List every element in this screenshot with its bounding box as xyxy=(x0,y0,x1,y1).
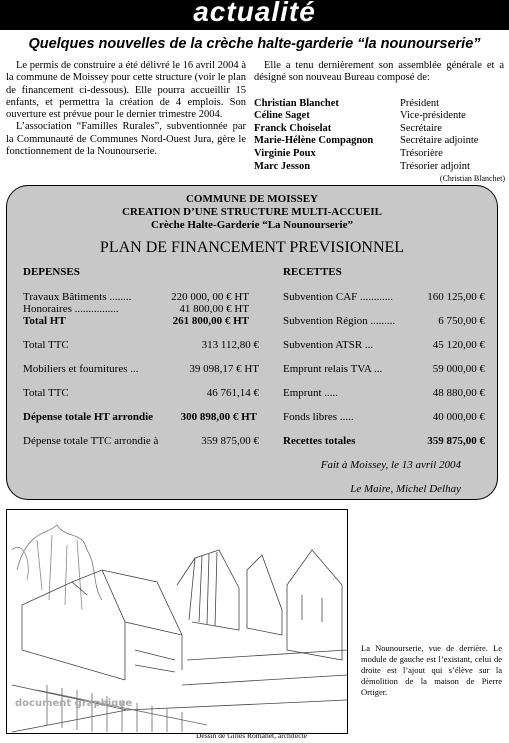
article-paragraph: L’association “Familles Rurales”, subventionnée par la Communauté de Communes Nord-Ouest Jura, gère le fonctionnement de la Nounourserie. xyxy=(6,121,246,158)
depense-value: 39 098,17 € HT xyxy=(189,363,259,375)
signature-date: Fait à Moissey, le 13 avril 2004 xyxy=(320,459,461,471)
section-banner xyxy=(0,0,509,30)
drawing-credit: Dessin de Gilles Romanet, architecte xyxy=(196,731,308,740)
article-paragraph: Le permis de construire a été délivré le 16 avril 2004 à la commune de Moissey pour cette structure (voir le plan de financement ci-dessous). Elle pourra accueillir 15 enfants, et permettra la création de 4 emplois. Son ouverture est prévue pour le dernier trimestre 2004. xyxy=(6,60,246,121)
board-member xyxy=(254,123,504,136)
financing-plan-panel xyxy=(6,185,498,500)
depense-label: Travaux Bâtiments ........ xyxy=(23,291,132,303)
board-member-role: Secrétaire adjointe xyxy=(400,135,479,147)
depense-value: 300 898,00 € HT xyxy=(180,411,257,423)
article-credit: (Christian Blanchet) xyxy=(439,174,505,183)
depense-value: 261 800,00 € HT xyxy=(172,315,249,327)
depense-label: Total TTC xyxy=(23,339,69,351)
board-member-name: Christian Blanchet xyxy=(254,97,339,109)
depense-value: 220 000, 00 € HT xyxy=(171,291,249,303)
board-member xyxy=(254,148,504,161)
recette-value: 59 000,00 € xyxy=(432,363,485,375)
recette-value: 6 750,00 € xyxy=(438,315,485,327)
board-member xyxy=(254,135,504,148)
recette-label: Subvention CAF ............ xyxy=(283,291,394,303)
banner-title: actualité xyxy=(193,0,316,27)
depense-label: Total HT xyxy=(23,315,66,327)
depense-label: Mobiliers et fournitures ... xyxy=(23,363,139,375)
recette-label: Emprunt ..... xyxy=(283,387,338,399)
depenses-title: DEPENSES xyxy=(23,266,80,278)
recette-value: 40 000,00 € xyxy=(432,411,485,423)
board-member-name: Marie-Hélène Compagnon xyxy=(254,135,374,147)
board-member-role: Vice-présidente xyxy=(400,110,466,122)
board-list xyxy=(254,98,504,174)
board-member-name: Franck Choiselat xyxy=(254,122,332,134)
board-member-role: Président xyxy=(400,97,440,109)
recette-value: 359 875,00 € xyxy=(427,435,485,447)
recette-label: Emprunt relais TVA ... xyxy=(283,363,383,375)
depense-value: 359 875,00 € xyxy=(201,435,259,447)
board-member-name: Virginie Poux xyxy=(254,147,316,159)
board-member-role: Secrétaire xyxy=(400,122,442,134)
depense-label: Honoraires ................ xyxy=(23,303,119,315)
recettes-title: RECETTES xyxy=(283,266,342,278)
recette-label: Recettes totales xyxy=(283,435,356,447)
board-member-name: Marc Jesson xyxy=(254,160,311,172)
board-member-role: Trésorier adjoint xyxy=(400,160,470,172)
article-right-column xyxy=(254,60,504,173)
article-left-column xyxy=(6,60,246,158)
recette-label: Fonds libres ..... xyxy=(283,411,354,423)
article-intro: Elle a tenu dernièrement son assemblée générale et a désigné son nouveau Bureau composé de: xyxy=(254,60,504,84)
photo-caption: La Nounourserie, vue de derrière. Le module de gauche est l’existant, celui de droite est l’ajout qui s’élève sur la démolition de la maison de Pierre Ortiger. xyxy=(361,643,502,697)
board-member xyxy=(254,98,504,111)
board-member xyxy=(254,110,504,123)
nursery-sketch xyxy=(7,510,347,733)
depense-label: Dépense totale TTC arrondie à xyxy=(23,435,159,447)
recette-label: Subvention Région ......... xyxy=(283,315,396,327)
drawing-stamp: document graphique xyxy=(15,698,133,709)
board-member xyxy=(254,161,504,174)
article-headline: Quelques nouvelles de la crèche halte-garderie “la nounourserie” xyxy=(28,36,481,52)
depense-value: 41 800,00 € HT xyxy=(179,303,249,315)
signature-mayor: Le Maire, Michel Delhay xyxy=(350,483,461,495)
depense-value: 313 112,80 € xyxy=(201,339,259,351)
recette-value: 160 125,00 € xyxy=(427,291,485,303)
plan-header-creation: CREATION D’UNE STRUCTURE MULTI-ACCUEIL xyxy=(121,206,383,218)
board-member-role: Trésorière xyxy=(400,147,443,159)
plan-title: PLAN DE FINANCEMENT PREVISIONNEL xyxy=(99,239,405,256)
depense-value: 46 761,14 € xyxy=(206,387,259,399)
recette-value: 48 880,00 € xyxy=(432,387,485,399)
plan-header-commune: COMMUNE DE MOISSEY xyxy=(185,193,318,205)
recette-value: 45 120,00 € xyxy=(432,339,485,351)
depense-label: Dépense totale HT arrondie xyxy=(23,411,154,423)
recette-label: Subvention ATSR ... xyxy=(283,339,374,351)
architect-drawing xyxy=(6,509,348,734)
depense-label: Total TTC xyxy=(23,387,69,399)
board-member-name: Céline Saget xyxy=(254,110,310,122)
plan-header-creche: Crèche Halte-Garderie “La Nounourserie” xyxy=(151,219,353,231)
